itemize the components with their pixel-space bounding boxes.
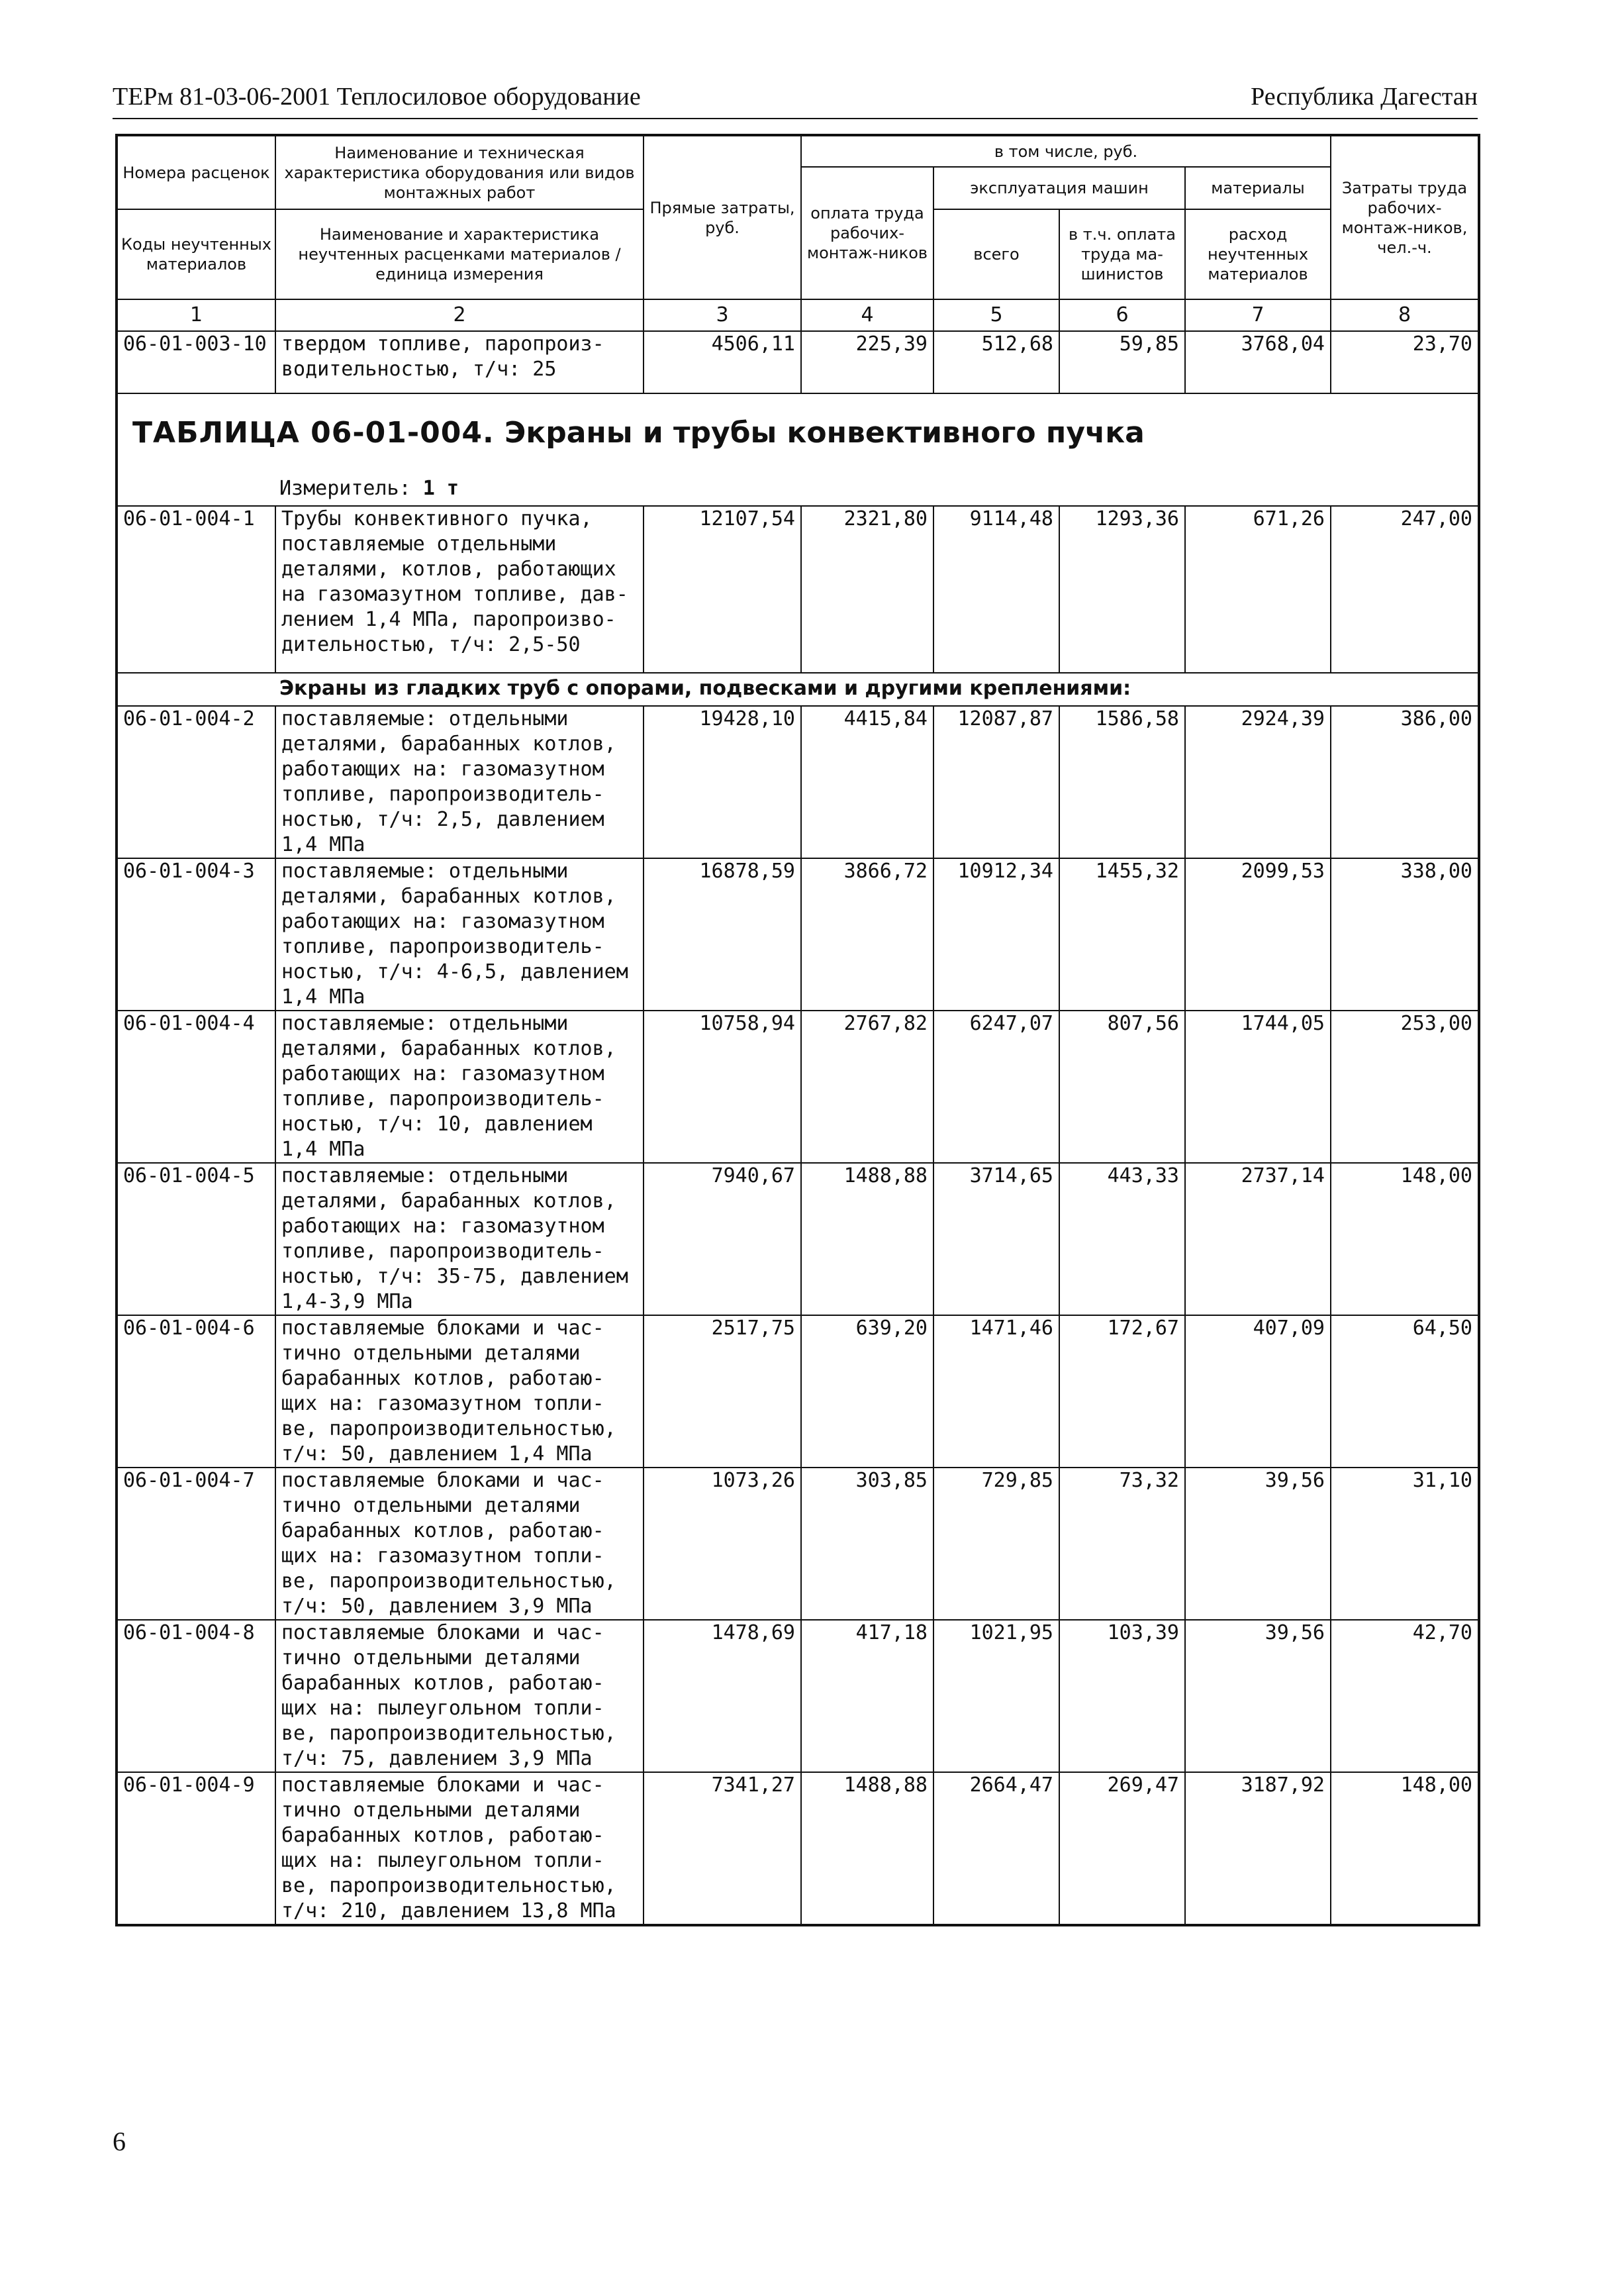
table-row [117,1772,1479,1925]
machinists-cost: 443,33 [1059,1163,1185,1315]
materials-cost: 3187,92 [1185,1772,1331,1925]
rates-rows [117,706,1479,1925]
column-number: 7 [1185,299,1331,331]
rate-code: 06-01-003-10 [117,331,275,393]
materials-cost: 671,26 [1185,506,1331,673]
machines-cost: 9114,48 [933,506,1059,673]
subheading: Экраны из гладких труб с опорами, подвесками и другими креплениями: [117,673,1479,706]
materials-cost: 1744,05 [1185,1011,1331,1163]
labor-cost: 303,85 [801,1468,933,1620]
machines-cost: 1471,46 [933,1315,1059,1468]
materials-cost: 2924,39 [1185,706,1331,858]
subheading-row [117,673,1479,706]
table-row [117,1620,1479,1772]
page-number: 6 [113,2126,126,2156]
machinists-cost: 269,47 [1059,1772,1185,1925]
machines-cost: 512,68 [933,331,1059,393]
col-header-direct: Прямые затраты, руб. [644,135,801,299]
labor-cost: 1488,88 [801,1163,933,1315]
materials-cost: 2099,53 [1185,858,1331,1011]
labor-cost: 225,39 [801,331,933,393]
direct-cost: 2517,75 [644,1315,801,1468]
machinists-cost: 103,39 [1059,1620,1185,1772]
section-title-text: Экраны и трубы конвективного пучка [504,416,1145,450]
machinists-cost: 1586,58 [1059,706,1185,858]
direct-cost: 4506,11 [644,331,801,393]
col-header-material-codes: Коды неучтенных материалов [117,209,275,299]
machinists-cost: 1293,36 [1059,506,1185,673]
col-header-material-name: Наименование и характеристика неучтенных расценками материалов / единица измерения [275,209,644,299]
table-row [117,1163,1479,1315]
section-title [118,394,1478,474]
machinists-cost: 1455,32 [1059,858,1185,1011]
col-header-group: в том числе, руб. [801,135,1331,167]
rate-code: 06-01-004-9 [117,1772,275,1925]
direct-cost: 10758,94 [644,1011,801,1163]
rate-description: поставляемые: отдельными деталями, барабанных котлов, работающих на: газомазутном топливе, паропроизводитель-ностью, т/ч: 2,5, давлением 1,4 МПа [275,706,644,858]
section-title-row [117,393,1479,474]
document-title: ТЕРм 81-03-06-2001 Теплосиловое оборудование [113,83,641,111]
rate-description: поставляемые блоками и час-тично отдельными деталями барабанных котлов, работаю-щих на: газомазутном топли-ве, паропроизводительностью, т/ч: 50, давлением 1,4 МПа [275,1315,644,1468]
labor-hours: 338,00 [1331,858,1479,1011]
column-number: 2 [275,299,644,331]
col-header-machinists: в т.ч. оплата труда ма-шинистов [1059,209,1185,299]
machines-cost: 6247,07 [933,1011,1059,1163]
rates-table [115,134,1480,1926]
labor-cost: 2321,80 [801,506,933,673]
rate-code: 06-01-004-4 [117,1011,275,1163]
labor-hours: 64,50 [1331,1315,1479,1468]
labor-cost: 4415,84 [801,706,933,858]
col-header-name: Наименование и техническая характеристика оборудования или видов монтажных работ [275,135,644,209]
page-header [113,78,1478,119]
col-header-codes: Номера расценок [117,135,275,209]
direct-cost: 7940,67 [644,1163,801,1315]
section-meter-row [117,474,1479,506]
direct-cost: 19428,10 [644,706,801,858]
rate-description: поставляемые блоками и час-тично отдельными деталями барабанных котлов, работаю-щих на: пылеугольном топли-ве, паропроизводительностью, т/ч: 210, давлением 13,8 МПа [275,1772,644,1925]
labor-cost: 639,20 [801,1315,933,1468]
rate-description: твердом топливе, паропроиз-водительностью, т/ч: 25 [275,331,644,393]
materials-cost: 407,09 [1185,1315,1331,1468]
materials-cost: 39,56 [1185,1620,1331,1772]
machines-cost: 729,85 [933,1468,1059,1620]
labor-hours: 247,00 [1331,506,1479,673]
col-header-machines: эксплуатация машин [933,167,1185,209]
col-header-materials-use: расход неучтенных материалов [1185,209,1331,299]
region-title: Республика Дагестан [1251,83,1478,111]
col-header-materials: материалы [1185,167,1331,209]
labor-hours: 42,70 [1331,1620,1479,1772]
rate-code: 06-01-004-6 [117,1315,275,1468]
labor-hours: 148,00 [1331,1772,1479,1925]
column-number: 1 [117,299,275,331]
rate-code: 06-01-004-7 [117,1468,275,1620]
meter-value: 1 т [422,477,459,500]
machines-cost: 3714,65 [933,1163,1059,1315]
direct-cost: 12107,54 [644,506,801,673]
labor-cost: 3866,72 [801,858,933,1011]
materials-cost: 3768,04 [1185,331,1331,393]
rate-code: 06-01-004-2 [117,706,275,858]
rate-description: Трубы конвективного пучка, поставляемые отдельными деталями, котлов, работающих на газомазутном топливе, дав-лением 1,4 МПа, паропроизво-дительностью, т/ч: 2,5-50 [275,506,644,673]
labor-hours: 31,10 [1331,1468,1479,1620]
rate-code: 06-01-004-8 [117,1620,275,1772]
machinists-cost: 73,32 [1059,1468,1185,1620]
labor-cost: 417,18 [801,1620,933,1772]
labor-cost: 1488,88 [801,1772,933,1925]
labor-hours: 253,00 [1331,1011,1479,1163]
column-number: 4 [801,299,933,331]
machinists-cost: 172,67 [1059,1315,1185,1468]
table-row [117,706,1479,858]
rate-description: поставляемые: отдельными деталями, барабанных котлов, работающих на: газомазутном топливе, паропроизводитель-ностью, т/ч: 4-6,5, давлением 1,4 МПа [275,858,644,1011]
labor-hours: 386,00 [1331,706,1479,858]
table-row [117,1315,1479,1468]
machinists-cost: 807,56 [1059,1011,1185,1163]
column-numbers-row [117,299,1479,331]
machines-cost: 2664,47 [933,1772,1059,1925]
column-number: 5 [933,299,1059,331]
direct-cost: 1073,26 [644,1468,801,1620]
direct-cost: 1478,69 [644,1620,801,1772]
rate-code: 06-01-004-1 [117,506,275,673]
rate-description: поставляемые: отдельными деталями, барабанных котлов, работающих на: газомазутном топливе, паропроизводитель-ностью, т/ч: 10, давлением 1,4 МПа [275,1011,644,1163]
rate-description: поставляемые: отдельными деталями, барабанных котлов, работающих на: газомазутном топливе, паропроизводитель-ностью, т/ч: 35-75, давлением 1,4-3,9 МПа [275,1163,644,1315]
materials-cost: 39,56 [1185,1468,1331,1620]
rate-description: поставляемые блоками и час-тично отдельными деталями барабанных котлов, работаю-щих на: пылеугольном топли-ве, паропроизводительностью, т/ч: 75, давлением 3,9 МПа [275,1620,644,1772]
labor-cost: 2767,82 [801,1011,933,1163]
machines-cost: 12087,87 [933,706,1059,858]
col-header-labor: оплата труда рабочих-монтаж-ников [801,167,933,299]
labor-hours: 23,70 [1331,331,1479,393]
rate-code: 06-01-004-3 [117,858,275,1011]
machines-cost: 10912,34 [933,858,1059,1011]
column-number: 8 [1331,299,1479,331]
section-title-label: ТАБЛИЦА 06-01-004. [132,416,495,450]
meter-label: Измеритель: [279,477,411,500]
col-header-hours: Затраты труда рабочих-монтаж-ников, чел.-ч. [1331,135,1479,299]
table-row [117,1011,1479,1163]
machines-cost: 1021,95 [933,1620,1059,1772]
direct-cost: 16878,59 [644,858,801,1011]
table-row [117,1468,1479,1620]
direct-cost: 7341,27 [644,1772,801,1925]
machinists-cost: 59,85 [1059,331,1185,393]
table-row [117,858,1479,1011]
rate-description: поставляемые блоками и час-тично отдельными деталями барабанных котлов, работаю-щих на: газомазутном топли-ве, паропроизводительностью, т/ч: 50, давлением 3,9 МПа [275,1468,644,1620]
labor-hours: 148,00 [1331,1163,1479,1315]
table-row [117,506,1479,673]
table-row [117,331,1479,393]
column-number: 6 [1059,299,1185,331]
col-header-machines-total: всего [933,209,1059,299]
materials-cost: 2737,14 [1185,1163,1331,1315]
rate-code: 06-01-004-5 [117,1163,275,1315]
column-number: 3 [644,299,801,331]
